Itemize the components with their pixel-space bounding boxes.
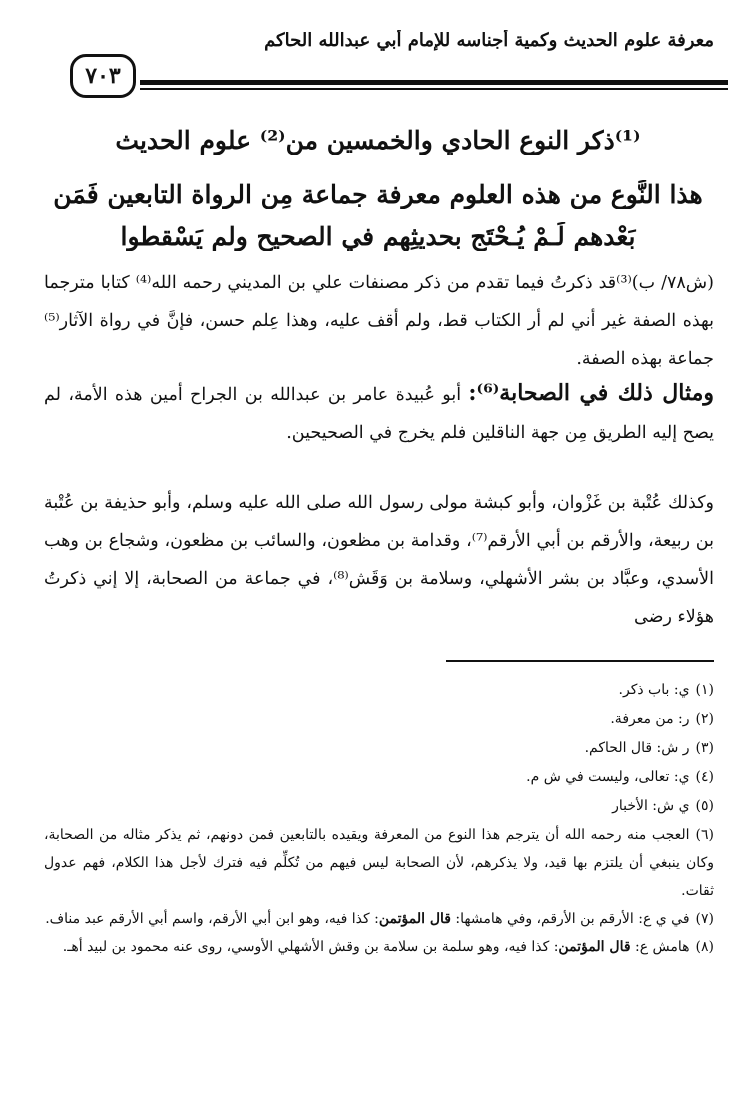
- running-title: معرفة علوم الحديث وكمية أجناسه للإمام أبي عبدالله الحاكم: [264, 30, 714, 51]
- footnote-text: العجب منه رحمه الله أن يترجم هذا النوع من المعرفة ويقيده بالتابعين فمن دونهم، ثم يذكر مثاله من الصحابة، وكان ينبغي أن يلتزم بها قيد، ولا يذكرهم، لأن الصحابة ليس فيهم من تُكلِّم فيه فترك لأجل هذا الكلام، فهم عدول ثقات.: [44, 827, 714, 899]
- footnote-bold-text: قال المؤتمن: [378, 911, 451, 927]
- footnote-text: ر ش: قال الحاكم.: [584, 740, 690, 756]
- footnote: [44, 734, 714, 763]
- header-rule-thin: [140, 88, 728, 90]
- footnote-number: (١): [695, 682, 714, 698]
- footnote: [44, 705, 714, 734]
- footnote: [44, 905, 714, 933]
- footnote-bold-text: قال المؤتمن: [558, 939, 631, 955]
- page-number: ٧٠٣: [70, 54, 136, 98]
- footnote-text: ر: من معرفة.: [610, 711, 690, 727]
- footnote-number: (٥): [695, 798, 714, 814]
- footnote-text: ي: باب ذكر.: [618, 682, 690, 698]
- body-paragraph-3: وكذلك عُتْبة بن غَزْوان، وأبو كبشة مولى رسول الله صلى الله عليه وسلم، وأبو حذيفة بن عُتْبة بن ربيعة، والأرقم بن أبي الأرقم⁽⁷⁾، وقدامة بن مظعون، والسائب بن مظعون، وشجاع بن وهب الأسدي، وعبَّاد بن بشر الأشهلي، وسلامة بن وَقَش⁽⁸⁾، في جماعة من الصحابة، إلا إني ذكرتُ هؤلاء رضى: [44, 493, 714, 627]
- footnote-number: (٨): [695, 939, 714, 955]
- chapter-subtitle-line-1: هذا النَّوع من هذه العلوم معرفة جماعة مِن الرواة التابعين فَمَن: [53, 180, 703, 209]
- footnote: [44, 763, 714, 792]
- paragraph-lead: ومثال ذلك في الصحابة⁽⁶⁾:: [468, 380, 714, 406]
- footnote-text: في ي ع: الأرقم بن الأرقم، وفي هامشها:: [450, 911, 690, 927]
- footnote-separator: [446, 660, 714, 662]
- footnote: [44, 821, 714, 905]
- body-paragraph-1: (ش٧٨/ ب)⁽³⁾قد ذكرتُ فيما تقدم من ذكر مصنفات علي بن المديني رحمه الله⁽⁴⁾ كتابا مترجما بهذه الصفة غير أني لم أر الكتاب قط، ولم أقف عليه، وهذا عِلم حسن، فإنَّ في رواة الآثار⁽⁵⁾ جماعة بهذه الصفة.: [44, 273, 714, 369]
- body-paragraph-2: [44, 374, 714, 452]
- footnote: [44, 933, 714, 961]
- footnotes: [44, 676, 714, 961]
- footnote-number: (٢): [695, 711, 714, 727]
- chapter-title: ⁽¹⁾ذكر النوع الحادي والخمسين من⁽²⁾ علوم الحديث: [115, 126, 641, 155]
- footnote-number: (٣): [695, 740, 714, 756]
- footnote: [44, 792, 714, 821]
- footnote-text: ي: تعالى، وليست في ش م.: [526, 769, 690, 785]
- footnote-text: هامش ع:: [630, 939, 690, 955]
- footnote-text: : كذا فيه، وهو ابن أبي الأرقم، واسم أبي الأرقم عبد مناف.: [45, 911, 379, 927]
- header-rule-thick: [140, 80, 728, 85]
- chapter-subtitle-line-2: بَعْدهم لَـمْ يُـحْتَج بحديثِهم في الصحيح ولم يَسْقطوا: [120, 222, 636, 251]
- footnote-number: (٧): [695, 911, 714, 927]
- footnote-number: (٦): [695, 827, 714, 843]
- footnote-number: (٤): [695, 769, 714, 785]
- footnote-text: ي ش: الأخبار: [612, 798, 690, 814]
- paragraph-text: أبو عُبيدة عامر بن عبدالله بن الجراح أمين هذه الأمة، لم يصح إليه الطريق مِن جهة الناقلين فلم يخرج في الصحيحين.: [44, 385, 714, 443]
- footnote: [44, 676, 714, 705]
- footnote-text: : كذا فيه، وهو سلمة بن سلامة بن وقش الأشهلي الأوسي، روى عنه محمود بن لبيد أهـ.: [62, 939, 559, 955]
